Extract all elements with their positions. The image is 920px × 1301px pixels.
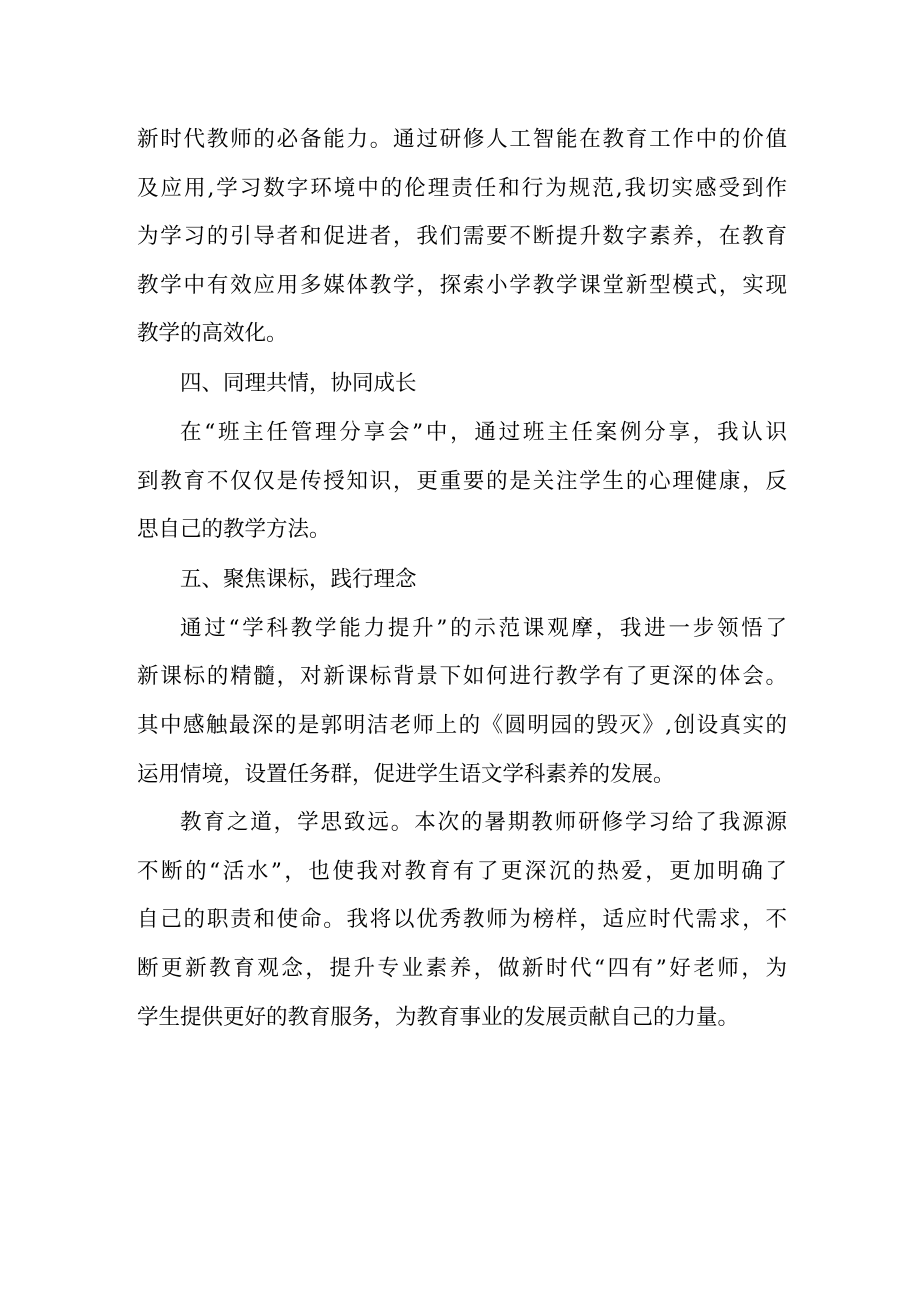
text-line: 其中感触最深的是郭明洁老师上的《圆明园的毁灭》,创设真实的	[137, 712, 787, 738]
text-line: 新课标的精髓，对新课标背景下如何进行教学有了更深的体会。	[137, 664, 787, 690]
paragraph-demo-lesson	[137, 605, 787, 799]
text-line: 在“班主任管理分享会”中，通过班主任案例分享，我认识	[180, 419, 787, 445]
text-line: 断更新教育观念，提升专业素养，做新时代“四有”好老师，为	[137, 955, 787, 981]
text-line: 学生提供更好的教育服务，为教育事业的发展贡献自己的力量。	[137, 1004, 740, 1030]
text-line: 为学习的引导者和促进者，我们需要不断提升数字素养，在教育	[137, 224, 787, 250]
text-line: 及应用,学习数字环境中的伦理责任和行为规范,我切实感受到作	[137, 175, 787, 201]
text-line: 教育之道，学思致远。本次的暑期教师研修学习给了我源源	[180, 810, 787, 836]
text-line: 通过“学科教学能力提升”的示范课观摩，我进一步领悟了	[180, 615, 787, 641]
section-heading-empathy: 四、同理共情，协同成长	[180, 370, 417, 396]
text-line: 教学的高效化。	[137, 321, 288, 347]
text-line: 思自己的教学方法。	[137, 517, 331, 543]
text-line: 到教育不仅仅是传授知识，更重要的是关注学生的心理健康，反	[137, 468, 787, 494]
paragraph-digital-literacy	[137, 116, 787, 359]
section-heading-curriculum: 五、聚焦课标，践行理念	[180, 566, 417, 592]
text-line: 新时代教师的必备能力。通过研修人工智能在教育工作中的价值	[137, 127, 787, 152]
text-line: 自己的职责和使命。我将以优秀教师为榜样，适应时代需求，不	[137, 907, 787, 933]
text-line: 教学中有效应用多媒体教学，探索小学教学课堂新型模式，实现	[137, 272, 787, 298]
document-body	[137, 116, 787, 1042]
paragraph-conclusion	[137, 799, 787, 1042]
text-line: 运用情境，设置任务群，促进学生语文学科素养的发展。	[137, 761, 675, 787]
text-line: 不断的“活水”，也使我对教育有了更深沉的热爱，更加明确了	[137, 858, 787, 884]
paragraph-class-teacher-sharing	[137, 409, 787, 555]
